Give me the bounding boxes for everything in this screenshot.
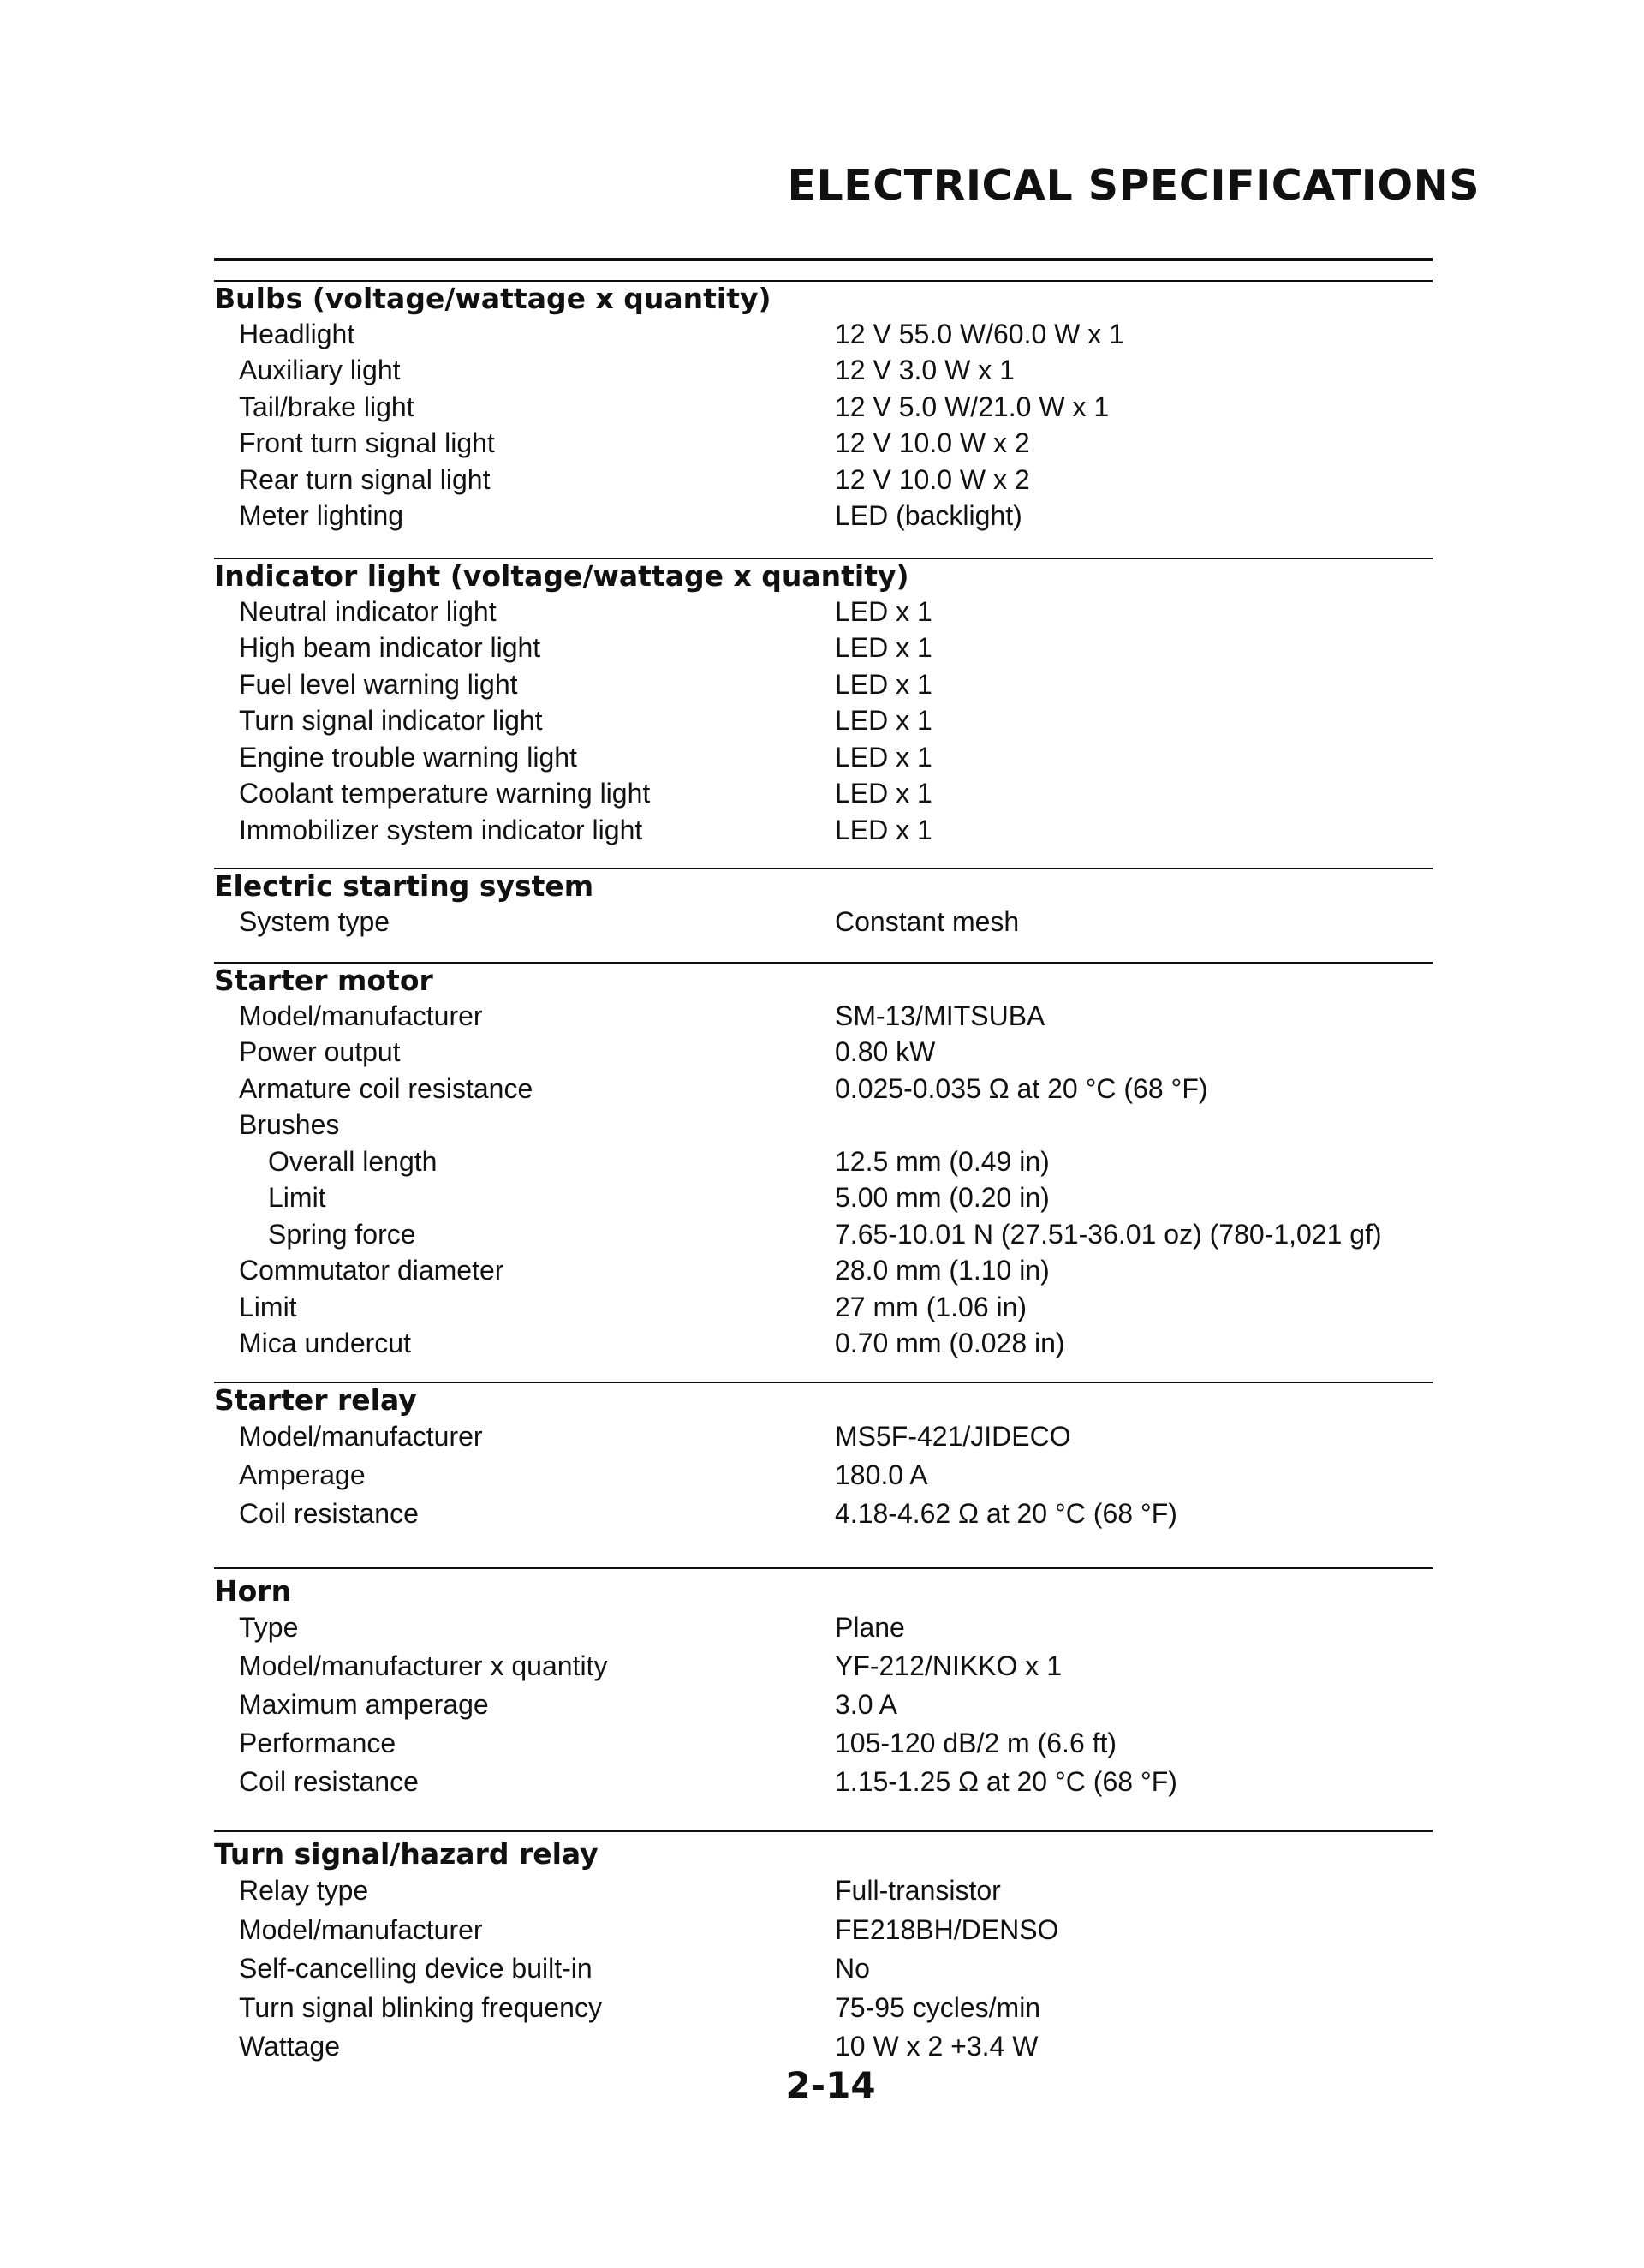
spec-row (214, 1418, 1433, 1456)
spec-label: Model/manufacturer (239, 1913, 483, 1945)
section-electric-starting-system (214, 868, 1433, 962)
spec-value: 75-95 cycles/min (835, 1991, 1041, 2023)
spec-row (214, 498, 1433, 535)
section-starter-motor (214, 962, 1433, 1382)
spec-row (214, 1686, 1433, 1724)
spec-label: Model/manufacturer x quantity (239, 1650, 608, 1681)
spec-row (214, 812, 1433, 849)
spec-label: Engine trouble warning light (239, 741, 577, 773)
spec-label: Coolant temperature warning light (239, 778, 651, 809)
section-title: Turn signal/hazard relay (214, 1837, 599, 1871)
section-horn (214, 1567, 1433, 1830)
spec-value: 4.18-4.62 Ω at 20 °C (68 °F) (835, 1498, 1177, 1529)
spec-value: Plane (835, 1612, 905, 1643)
spec-row (214, 1911, 1433, 1950)
spec-value: 180.0 A (835, 1459, 928, 1490)
spec-value: 12.5 mm (0.49 in) (835, 1145, 1050, 1177)
spec-row (214, 1071, 1433, 1107)
section-title: Indicator light (voltage/wattage x quantity) (214, 559, 909, 593)
spec-label: Coil resistance (239, 1498, 419, 1529)
spec-label: Turn signal blinking frequency (239, 1991, 602, 2023)
spec-row (214, 776, 1433, 813)
spec-row (214, 1107, 1433, 1144)
spec-value: LED x 1 (835, 705, 932, 737)
section-starter-relay (214, 1382, 1433, 1567)
section-title: Electric starting system (214, 869, 594, 903)
spec-label: Amperage (239, 1459, 366, 1490)
spec-value: LED x 1 (835, 595, 932, 627)
spec-label: Model/manufacturer (239, 1421, 483, 1452)
spec-value: Full-transistor (835, 1875, 1001, 1907)
spec-value: 12 V 10.0 W x 2 (835, 427, 1030, 459)
spec-value: 0.025-0.035 Ω at 20 °C (68 °F) (835, 1072, 1208, 1104)
spec-row (214, 703, 1433, 740)
page-title: ELECTRICAL SPECIFICATIONS (787, 161, 1480, 210)
section-title: Starter relay (214, 1383, 417, 1417)
spec-row (214, 426, 1433, 463)
spec-value: LED x 1 (835, 632, 932, 664)
spec-row (214, 594, 1433, 630)
spec-label: Front turn signal light (239, 427, 495, 459)
spec-value: 12 V 3.0 W x 1 (835, 355, 1015, 386)
spec-row (214, 1724, 1433, 1763)
spec-row (214, 1326, 1433, 1363)
spec-row (214, 462, 1433, 498)
spec-row (214, 1495, 1433, 1533)
spec-label: Armature coil resistance (239, 1072, 533, 1104)
spec-row (214, 1647, 1433, 1686)
spec-value: LED x 1 (835, 668, 932, 700)
spec-row (214, 1949, 1433, 1989)
spec-label: Meter lighting (239, 500, 404, 532)
spec-value: Constant mesh (835, 905, 1020, 937)
spec-value: 12 V 55.0 W/60.0 W x 1 (835, 318, 1124, 349)
spec-value: 28.0 mm (1.10 in) (835, 1255, 1050, 1286)
spec-row (214, 739, 1433, 776)
spec-label: Tail/brake light (239, 391, 414, 422)
page-number: 2-14 (785, 2064, 876, 2106)
spec-value: MS5F-421/JIDECO (835, 1421, 1071, 1452)
spec-label: Headlight (239, 318, 355, 349)
spec-label: Model/manufacturer (239, 1000, 483, 1031)
spec-label: Turn signal indicator light (239, 705, 543, 737)
spec-row (214, 1253, 1433, 1290)
spec-label: Commutator diameter (239, 1255, 504, 1286)
spec-row (214, 1763, 1433, 1801)
spec-value: YF-212/NIKKO x 1 (835, 1650, 1062, 1681)
section-title: Starter motor (214, 964, 433, 997)
spec-label: Maximum amperage (239, 1689, 489, 1720)
spec-value: 3.0 A (835, 1689, 897, 1720)
section-title: Bulbs (voltage/wattage x quantity) (214, 282, 771, 315)
spec-value: LED (backlight) (835, 500, 1022, 532)
spec-label: Immobilizer system indicator light (239, 814, 643, 845)
spec-row (214, 2027, 1433, 2067)
spec-label: Performance (239, 1728, 396, 1758)
spec-label: High beam indicator light (239, 632, 541, 664)
spec-label: Self-cancelling device built-in (239, 1953, 593, 1984)
spec-value: 12 V 10.0 W x 2 (835, 463, 1030, 495)
spec-label: Fuel level warning light (239, 668, 518, 700)
spec-row (214, 904, 1433, 940)
spec-value: 0.70 mm (0.028 in) (835, 1328, 1065, 1359)
spec-label: Power output (239, 1036, 401, 1068)
spec-value: FE218BH/DENSO (835, 1913, 1059, 1945)
section-indicator-light (214, 558, 1433, 868)
spec-label: Mica undercut (239, 1328, 411, 1359)
spec-value: LED x 1 (835, 814, 932, 845)
spec-value: 12 V 5.0 W/21.0 W x 1 (835, 391, 1110, 422)
spec-value: 5.00 mm (0.20 in) (835, 1182, 1050, 1214)
spec-label: Type (239, 1612, 299, 1643)
spec-label: Rear turn signal light (239, 463, 491, 495)
spec-value: 105-120 dB/2 m (6.6 ft) (835, 1728, 1117, 1758)
section-turn-signal-hazard-relay (214, 1830, 1433, 2067)
spec-label: Wattage (239, 2031, 340, 2062)
spec-row (214, 1289, 1433, 1326)
header-rule (214, 258, 1433, 261)
spec-label: Limit (268, 1182, 326, 1214)
spec-value: 0.80 kW (835, 1036, 936, 1068)
spec-value: 27 mm (1.06 in) (835, 1291, 1028, 1322)
spec-value: 1.15-1.25 Ω at 20 °C (68 °F) (835, 1766, 1177, 1797)
spec-row (214, 1216, 1433, 1253)
spec-row (214, 1608, 1433, 1647)
spec-value: No (835, 1953, 870, 1984)
spec-label: Auxiliary light (239, 355, 401, 386)
spec-value: 10 W x 2 +3.4 W (835, 2031, 1039, 2062)
spec-value: 7.65-10.01 N (27.51-36.01 oz) (780-1,021 gf) (835, 1218, 1382, 1250)
spec-label: Relay type (239, 1875, 369, 1907)
spec-label: System type (239, 905, 390, 937)
spec-row (214, 998, 1433, 1035)
spec-row (214, 666, 1433, 703)
spec-label: Coil resistance (239, 1766, 419, 1797)
spec-table (214, 258, 1433, 2067)
spec-row (214, 1180, 1433, 1217)
spec-row (214, 630, 1433, 667)
spec-label: Limit (239, 1291, 297, 1322)
spec-row (214, 389, 1433, 426)
spec-label: Overall length (268, 1145, 438, 1177)
spec-value: LED x 1 (835, 778, 932, 809)
spec-row (214, 1456, 1433, 1495)
section-bulbs (214, 280, 1433, 558)
spec-row (214, 353, 1433, 390)
spec-label: Spring force (268, 1218, 416, 1250)
spec-row (214, 1143, 1433, 1180)
spec-label: Neutral indicator light (239, 595, 497, 627)
spec-value: SM-13/MITSUBA (835, 1000, 1045, 1031)
spec-value: LED x 1 (835, 741, 932, 773)
spec-row (214, 1989, 1433, 2028)
spec-row (214, 1871, 1433, 1911)
section-title: Horn (214, 1574, 292, 1608)
spec-row (214, 1035, 1433, 1071)
spec-row (214, 316, 1433, 353)
spec-label: Brushes (239, 1109, 340, 1141)
